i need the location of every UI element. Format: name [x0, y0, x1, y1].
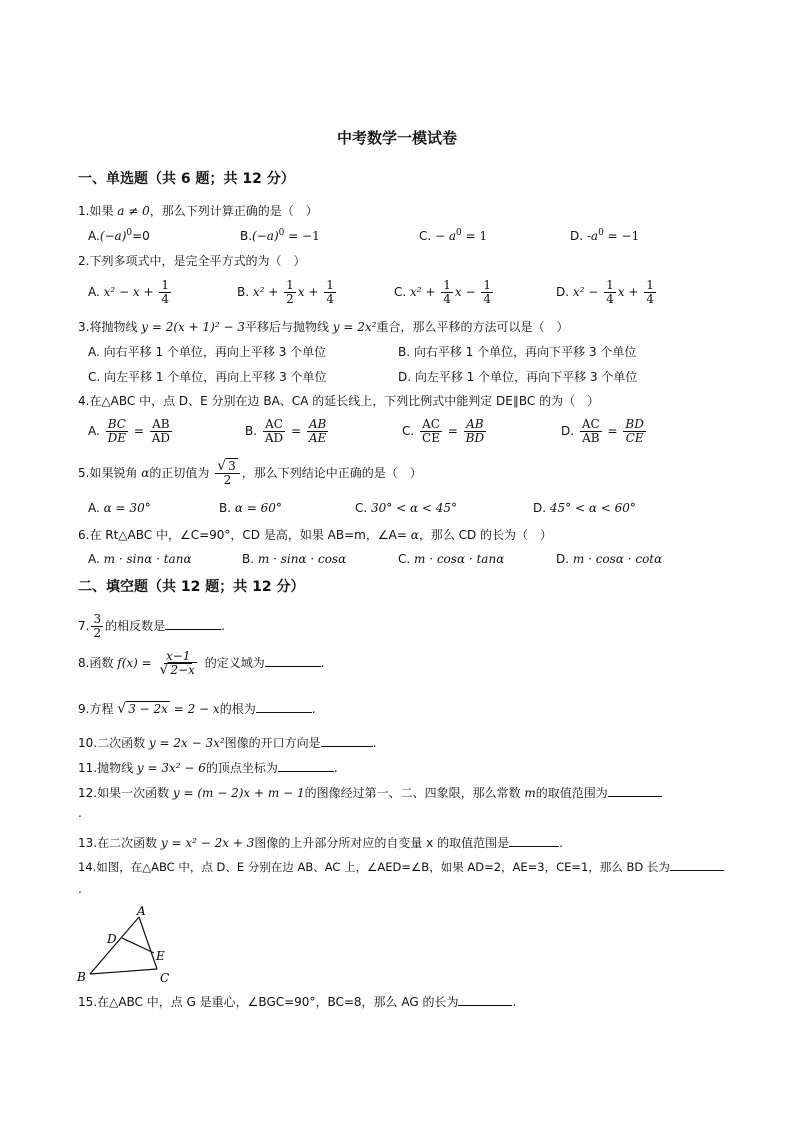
numerator: 1	[646, 278, 654, 292]
q3-option-b[interactable]: B. 向右平移 1 个单位，再向下平移 3 个单位	[398, 345, 637, 359]
option-label: B.	[240, 229, 253, 243]
q10-text: 图像的开口方向是	[224, 736, 321, 750]
q6-option-c[interactable]	[398, 552, 504, 566]
q7-prefix: 7.	[78, 619, 90, 633]
period: .	[311, 702, 316, 716]
q5-mid: 的正切值为	[149, 466, 214, 480]
question-6	[78, 526, 552, 543]
period: .	[221, 619, 225, 633]
exponent: 0	[598, 228, 604, 238]
option-text: = 1	[461, 229, 488, 243]
fraction	[106, 418, 128, 445]
math-expr: y = 2x²	[332, 320, 377, 334]
question-9: 9.方程 √ 3 − 2x = 2 − x的根为 .	[78, 701, 316, 717]
option-label: A.	[88, 501, 104, 515]
q2-option-b[interactable]	[237, 279, 338, 306]
question-14	[78, 859, 724, 875]
numerator: BC	[107, 417, 126, 431]
numerator: AC	[581, 417, 600, 431]
question-7	[78, 613, 225, 640]
math-expr: -a	[586, 229, 599, 243]
q5-option-d[interactable]	[533, 501, 636, 515]
numerator: AB	[466, 417, 484, 431]
exponent: 0	[278, 228, 285, 238]
denominator: √ 2−x	[159, 662, 195, 678]
q11-text: 的顶点坐标为	[205, 761, 278, 775]
fraction	[420, 418, 442, 445]
math-expr: y = 3x² − 6	[136, 761, 206, 775]
radicand: 3 − 2x	[128, 702, 168, 716]
label-d: D	[107, 932, 117, 946]
period: .	[512, 995, 517, 1009]
period: .	[333, 761, 338, 775]
math-expr: f(x) =	[117, 656, 156, 670]
q4-option-c[interactable]: C. $\frac{AC}{CE}$ = $\frac{AB}{BD}$	[402, 417, 485, 445]
q1-prefix: 1.如果	[78, 204, 118, 218]
fraction	[464, 418, 486, 445]
denominator: 4	[606, 292, 614, 306]
q1-option-d[interactable]	[570, 228, 639, 243]
denominator: 2	[223, 473, 232, 487]
fraction	[158, 650, 199, 677]
denominator: AD	[264, 431, 284, 445]
answer-blank[interactable]	[509, 846, 559, 847]
answer-blank[interactable]	[670, 870, 724, 871]
q3-prefix: 3.将抛物线	[78, 320, 142, 334]
q2-option-a[interactable]	[88, 279, 173, 306]
radicand: 3	[228, 459, 236, 473]
fraction	[215, 460, 240, 487]
q9-prefix: 9.方程	[78, 702, 118, 716]
question-2: 2.下列多项式中，是完全平方式的为（ ）	[78, 254, 306, 268]
answer-blank[interactable]	[256, 712, 312, 713]
question-15	[78, 993, 516, 1010]
numerator: 1	[326, 278, 334, 292]
option-label: A.	[88, 552, 104, 566]
option-label: D.	[561, 424, 578, 438]
denominator: CE	[422, 431, 440, 445]
math-expr: (−a)	[99, 229, 127, 243]
option-label: C.	[394, 285, 411, 299]
segment-bc	[90, 969, 157, 974]
option-label: C.	[419, 229, 436, 243]
option-label: B.	[237, 285, 253, 299]
q3-option-c[interactable]: C. 向左平移 1 个单位，再向上平移 3 个单位	[88, 370, 327, 384]
option-label: B.	[219, 501, 235, 515]
math-expr: x² −	[572, 285, 603, 299]
q6-suffix: ，那么 CD 的长为（ ）	[418, 528, 553, 542]
numerator: BD	[625, 417, 644, 431]
q1-option-c[interactable]	[419, 228, 487, 243]
fraction	[324, 279, 336, 306]
q6-option-d[interactable]	[556, 552, 662, 566]
q12-text: 的取值范围为	[535, 786, 608, 800]
q6-prefix: 6.在 Rt△ABC 中，∠C=90°，CD 是高，如果 AB=m，∠A=	[78, 528, 411, 542]
q14-text: 14.如图，在△ABC 中，点 D、E 分别在边 AB、AC 上，∠AED=∠B，如果 AD=2，AE=3，CE=1，那么 BD 长为	[78, 860, 670, 874]
label-e: E	[156, 949, 165, 963]
fraction	[644, 279, 656, 306]
option-label: D.	[556, 285, 573, 299]
q12-prefix: 12.如果一次函数	[78, 786, 173, 800]
q6-option-a[interactable]	[88, 552, 192, 566]
numerator: 1	[606, 278, 614, 292]
question-8	[78, 650, 325, 677]
q4-option-d[interactable]: D. $\frac{AC}{AB}$ = $\frac{BD}{CE}$	[561, 417, 644, 445]
question-11	[78, 759, 338, 776]
q6-option-b[interactable]	[242, 552, 346, 566]
math-expr: α = 30°	[103, 501, 151, 515]
numerator: 3	[93, 612, 102, 626]
fraction	[580, 418, 602, 445]
denominator: 4	[646, 292, 654, 306]
numerator: 1	[161, 278, 169, 292]
numerator: √ 3	[215, 460, 240, 474]
math-expr: m · cosα · tanα	[414, 552, 505, 566]
label-a: A	[137, 904, 146, 918]
denominator: AD	[151, 431, 171, 445]
math-expr: x +	[297, 285, 323, 299]
math-expr: x² +	[410, 285, 440, 299]
q2-option-d[interactable]	[556, 279, 658, 306]
math-expr: y = (m − 2)x + m − 1	[172, 786, 305, 800]
q11-prefix: 11.抛物线	[78, 761, 137, 775]
q4-option-b[interactable]: B. $\frac{AC}{AD}$ = $\frac{AB}{AE}$	[245, 417, 327, 445]
numerator: AC	[422, 417, 440, 431]
denominator: CE	[625, 431, 644, 445]
fraction	[307, 418, 328, 445]
fraction	[263, 418, 285, 445]
q1-option-b[interactable]	[240, 228, 320, 243]
option-text: = −1	[603, 229, 640, 243]
q14-period: .	[78, 882, 82, 896]
denominator: 4	[443, 292, 451, 306]
q8-prefix: 8.函数	[78, 656, 118, 670]
fraction	[623, 418, 645, 445]
denominator: 4	[483, 292, 492, 306]
q15-text: 15.在△ABC 中，点 G 是重心，∠BGC=90°，BC=8，那么 AG 的长为	[78, 995, 459, 1009]
radicand: 2−x	[170, 663, 195, 677]
q1-option-a[interactable]	[88, 228, 150, 243]
q7-text: 的相反数是	[105, 619, 166, 633]
math-expr: y = 2(x + 1)² − 3	[141, 320, 245, 334]
option-text: = −1	[284, 229, 320, 243]
math-expr: x −	[454, 285, 480, 299]
triangle-figure	[72, 903, 182, 988]
numerator: 1	[483, 278, 492, 292]
q12-period: .	[78, 806, 82, 820]
q2-option-c[interactable]	[394, 279, 495, 306]
section-heading-1: 一、单选题（共 6 题；共 12 分）	[78, 171, 295, 187]
option-label: C.	[355, 501, 372, 515]
math-expr: 30° < α < 45°	[371, 501, 458, 515]
denominator: DE	[107, 431, 127, 445]
q5-option-b[interactable]	[219, 501, 282, 515]
label-c: C	[160, 971, 170, 985]
numerator: AB	[152, 417, 170, 431]
option-label: C.	[398, 552, 415, 566]
question-3	[78, 318, 568, 335]
math-expr: = 2 − x	[169, 702, 220, 716]
denominator: 2	[286, 292, 294, 306]
q4-option-a[interactable]: A. $\frac{BC}{DE}$ = $\frac{AB}{AD}$	[88, 417, 171, 445]
page-title: 中考数学一模试卷	[336, 129, 457, 147]
q13-text: 图像的上升部分所对应的自变量 x 的取值范围是	[254, 836, 510, 850]
numerator: 1	[443, 278, 451, 292]
section-heading-2: 二、填空题（共 12 题；共 12 分）	[78, 579, 305, 595]
answer-blank[interactable]	[458, 1005, 512, 1006]
math-expr: − a	[435, 229, 457, 243]
question-10	[78, 734, 377, 751]
fraction	[441, 279, 453, 306]
exponent: 0	[456, 228, 462, 238]
option-label: A.	[88, 424, 104, 438]
math-expr: m · cosα · cotα	[572, 552, 663, 566]
fraction	[150, 418, 172, 445]
option-label: D.	[533, 501, 550, 515]
math-expr: x +	[617, 285, 643, 299]
option-label: A.	[88, 229, 100, 243]
option-label: D.	[556, 552, 573, 566]
answer-blank[interactable]	[278, 771, 334, 772]
math-expr: α	[410, 528, 419, 542]
option-label: B.	[242, 552, 258, 566]
label-b: B	[77, 970, 86, 984]
math-expr: α = 60°	[234, 501, 282, 515]
denominator: 4	[161, 292, 169, 306]
math-expr: x² +	[252, 285, 283, 299]
numerator: 1	[286, 278, 294, 292]
q3-suffix: 重合，那么平移的方法可以是（ ）	[376, 320, 569, 334]
math-expr: m · sinα · tanα	[103, 552, 192, 566]
denominator: BD	[465, 431, 485, 445]
fraction	[159, 279, 171, 306]
question-5	[78, 460, 422, 487]
math-expr: (−a)	[252, 229, 279, 243]
fraction	[284, 279, 296, 306]
q8-text: 的定义域为	[200, 656, 265, 670]
numerator: AB	[308, 417, 327, 431]
answer-blank[interactable]	[165, 629, 221, 630]
q12-mid: 的图像经过第一、二、四象限，那么常数	[304, 786, 525, 800]
q5-prefix: 5.如果锐角	[78, 466, 142, 480]
period: .	[320, 656, 325, 670]
answer-blank[interactable]	[608, 796, 662, 797]
option-label: D.	[570, 229, 587, 243]
q5-option-c[interactable]	[355, 501, 457, 515]
question-1	[78, 202, 318, 219]
math-expr: m	[524, 786, 536, 800]
math-expr: y = 2x − 3x²	[148, 736, 225, 750]
q9-text: 的根为	[219, 702, 256, 716]
denominator: AB	[582, 431, 600, 445]
question-12	[78, 784, 662, 801]
q13-prefix: 13.在二次函数	[78, 836, 161, 850]
q1-suffix: ，那么下列计算正确的是（ ）	[149, 204, 318, 218]
option-label: B.	[245, 424, 261, 438]
period: .	[559, 836, 563, 850]
q5-suffix: ，那么下列结论中正确的是（ ）	[241, 466, 422, 480]
math-expr: x² − x +	[103, 285, 158, 299]
denominator: AE	[308, 431, 327, 445]
denominator: 2	[93, 626, 102, 640]
option-label: C.	[402, 424, 419, 438]
option-label: A.	[88, 285, 104, 299]
segment-ac	[139, 917, 157, 969]
q3-option-a[interactable]: A. 向右平移 1 个单位，再向上平移 3 个单位	[88, 345, 327, 359]
numerator: AC	[265, 417, 283, 431]
math-expr: m · sinα · cosα	[257, 552, 347, 566]
denominator: 4	[326, 292, 334, 306]
question-4: 4.在△ABC 中，点 D、E 分别在边 BA、CA 的延长线上，下列比例式中能判定 DE∥BC 的为（ ）	[78, 394, 600, 408]
q3-mid: 平移后与抛物线	[244, 320, 333, 334]
answer-blank[interactable]	[321, 746, 373, 747]
fraction	[481, 279, 493, 306]
q1-condition: a ≠ 0	[117, 204, 150, 218]
math-expr: 45° < α < 60°	[549, 501, 636, 515]
numerator: x−1	[165, 649, 191, 663]
fraction	[91, 613, 103, 640]
exponent: 0	[126, 228, 133, 238]
answer-blank[interactable]	[265, 666, 321, 667]
option-text: =0	[132, 229, 150, 243]
question-13	[78, 834, 563, 851]
math-expr: y = x² − 2x + 3	[160, 836, 255, 850]
period: .	[372, 736, 377, 750]
q3-option-d[interactable]: D. 向左平移 1 个单位，再向下平移 3 个单位	[398, 370, 638, 384]
math-expr: α	[141, 466, 150, 480]
q10-prefix: 10.二次函数	[78, 736, 149, 750]
q5-option-a[interactable]	[88, 501, 151, 515]
fraction	[604, 279, 616, 306]
